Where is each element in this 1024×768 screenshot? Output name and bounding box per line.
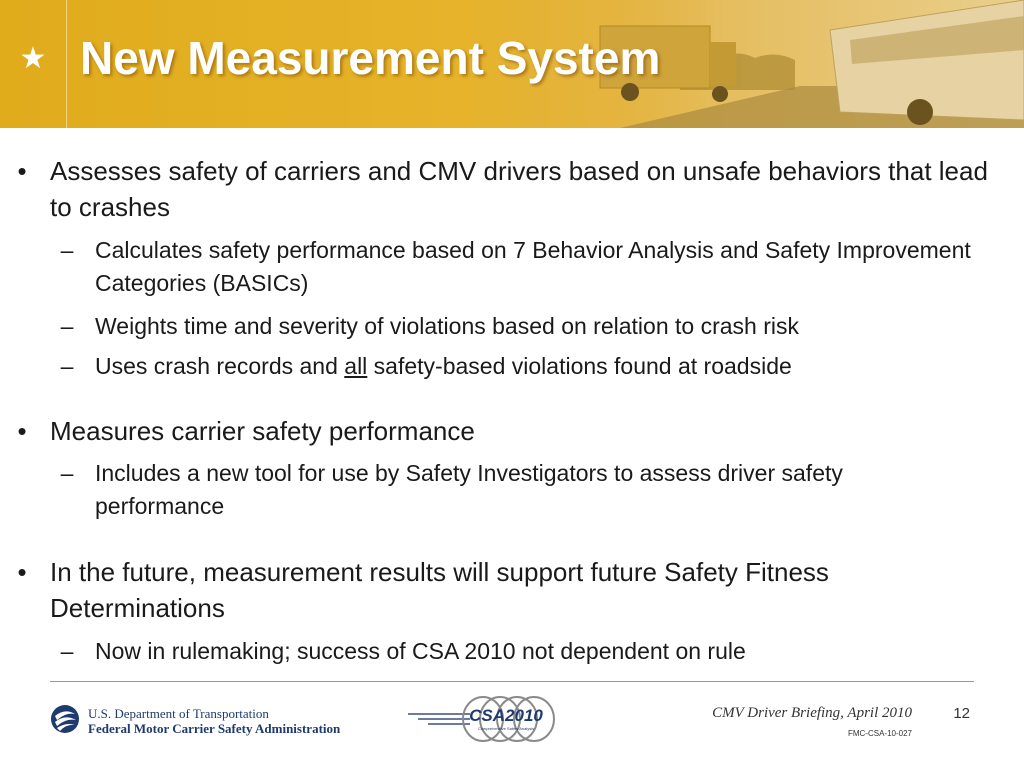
sub-bullet-text: Now in rulemaking; success of CSA 2010 not dependent on rule — [95, 638, 746, 664]
sub-bullet-text: Includes a new tool for use by Safety Investigators to assess driver safety performance — [95, 460, 843, 519]
fmcsa-agency-name: Federal Motor Carrier Safety Administration — [88, 721, 341, 736]
csa-logo-wordmark: CSA2010 — [469, 706, 543, 725]
bullet-marker: • — [17, 557, 27, 587]
csa-logo-subtext: Comprehensive Safety Analysis — [477, 726, 535, 731]
dash-marker: – — [60, 638, 74, 664]
dot-logo-icon — [50, 704, 80, 734]
bullet-text: Measures carrier safety performance — [50, 416, 475, 446]
bullet-marker: • — [17, 156, 27, 186]
sub-bullet-item — [60, 350, 975, 383]
star-icon: ★ — [19, 41, 47, 76]
sub-bullet-text: Calculates safety performance based on 7 Behavior Analysis and Safety Improvement Categories (BASICs) — [95, 237, 971, 296]
briefing-label: CMV Driver Briefing, April 2010 — [712, 705, 912, 721]
bullet-marker: • — [17, 416, 27, 446]
footer-divider — [50, 681, 974, 682]
title-banner — [0, 0, 1024, 128]
document-number: FMC-CSA-10-027 — [847, 729, 912, 738]
csa2010-logo — [408, 692, 558, 744]
bullet-text: Assesses safety of carriers and CMV drivers based on unsafe behaviors that lead to crashes — [50, 156, 988, 222]
bullet-text: In the future, measurement results will support future Safety Fitness Determinations — [50, 557, 829, 623]
dash-marker: – — [60, 353, 74, 379]
sub-bullet-text: Weights time and severity of violations based on relation to crash risk — [95, 313, 799, 339]
dash-marker: – — [60, 460, 74, 486]
bullet-item — [17, 554, 1000, 626]
sub-bullet-text-start: Uses crash records and — [95, 353, 345, 379]
bullet-item — [17, 153, 1000, 225]
sub-bullet-item — [60, 310, 975, 343]
bullet-item — [17, 413, 1000, 449]
sub-bullet-item — [60, 234, 975, 300]
emphasized-word: all — [344, 353, 368, 379]
dash-marker: – — [60, 237, 74, 263]
dot-department-name: U.S. Department of Transportation — [88, 706, 269, 721]
dash-marker: – — [60, 313, 74, 339]
slide-title: New Measurement System — [80, 32, 661, 84]
sub-bullet-item — [60, 457, 975, 523]
star-panel — [0, 0, 67, 128]
page-number: 12 — [953, 705, 970, 722]
sub-bullet-item — [60, 635, 975, 668]
sub-bullet-text-end: safety-based violations found at roadside — [367, 353, 792, 379]
